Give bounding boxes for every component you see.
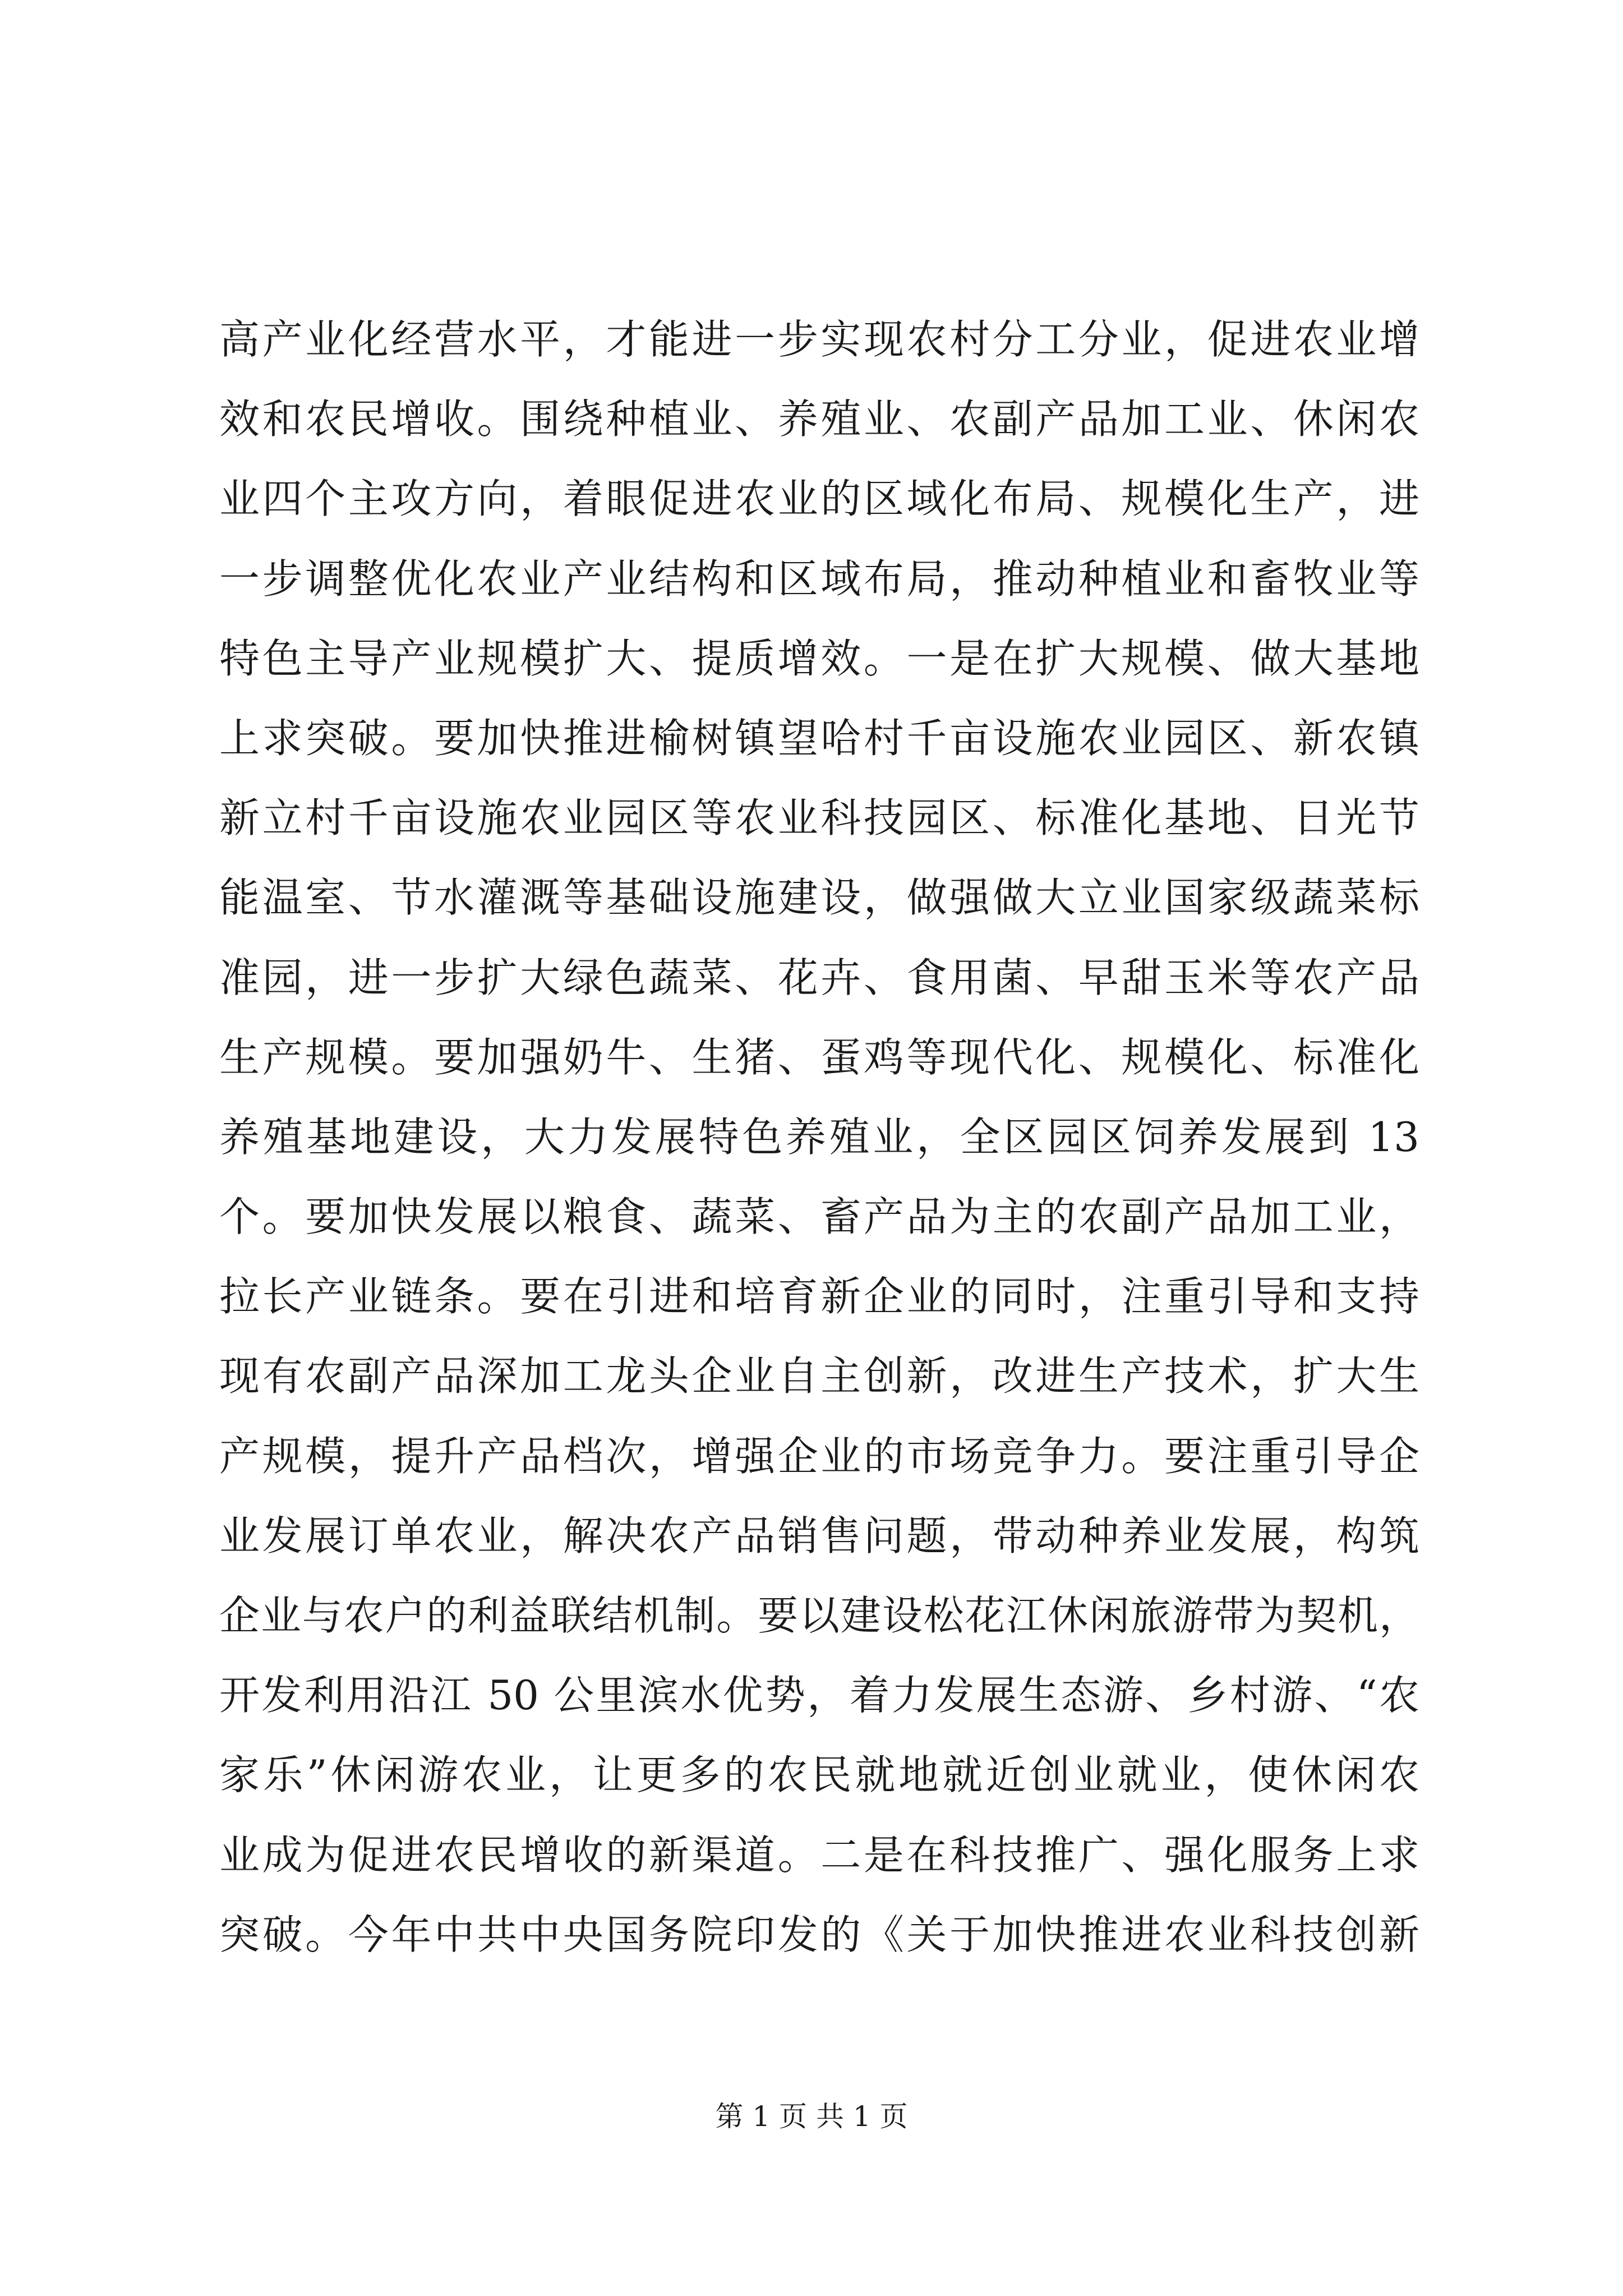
text-line: 能温室、节水灌溉等基础设施建设，做强做大立业国家级蔬菜标	[219, 874, 1419, 922]
text-line: 业四个主攻方向，着眼促进农业的区域化布局、规模化生产，进	[219, 475, 1419, 523]
text-line: 业成为促进农民增收的新渠道。二是在科技推广、强化服务上求	[219, 1831, 1419, 1879]
text-line: 现有农副产品深加工龙头企业自主创新，改进生产技术，扩大生	[219, 1352, 1419, 1400]
text-line: 准园，进一步扩大绿色蔬菜、花卉、食用菌、早甜玉米等农产品	[219, 954, 1419, 1001]
text-line: 上求突破。要加快推进榆树镇望哈村千亩设施农业园区、新农镇	[219, 714, 1419, 762]
body-text	[219, 300, 1419, 1975]
page-footer	[0, 2097, 1623, 2136]
text-line: 养殖基地建设，大力发展特色养殖业，全区园区饲养发展到 13	[219, 1113, 1419, 1161]
text-line: 开发利用沿江 50 公里滨水优势，着力发展生态游、乡村游、“农	[219, 1672, 1419, 1719]
text-line: 企业与农户的利益联结机制。要以建设松花江休闲旅游带为契机，	[219, 1592, 1419, 1639]
text-line: 业发展订单农业，解决农产品销售问题，带动种养业发展，构筑	[219, 1512, 1419, 1559]
text-line: 家乐”休闲游农业，让更多的农民就地就近创业就业，使休闲农	[219, 1751, 1419, 1799]
text-line: 突破。今年中共中央国务院印发的《关于加快推进农业科技创新	[219, 1911, 1419, 1958]
text-line: 特色主导产业规模扩大、提质增效。一是在扩大规模、做大基地	[219, 634, 1419, 682]
text-line: 拉长产业链条。要在引进和培育新企业的同时，注重引导和支持	[219, 1273, 1419, 1320]
text-line: 高产业化经营水平，才能进一步实现农村分工分业，促进农业增	[219, 316, 1419, 363]
text-line: 新立村千亩设施农业园区等农业科技园区、标准化基地、日光节	[219, 794, 1419, 842]
text-line: 效和农民增收。围绕种植业、养殖业、农副产品加工业、休闲农	[219, 395, 1419, 443]
text-line: 生产规模。要加强奶牛、生猪、蛋鸡等现代化、规模化、标准化	[219, 1033, 1419, 1081]
text-line: 产规模，提升产品档次，增强企业的市场竞争力。要注重引导企	[219, 1432, 1419, 1480]
text-line: 个。要加快发展以粮食、蔬菜、畜产品为主的农副产品加工业，	[219, 1193, 1419, 1241]
page-number-label: 第 1 页 共 1 页	[715, 2100, 908, 2133]
text-line: 一步调整优化农业产业结构和区域布局，推动种植业和畜牧业等	[219, 555, 1419, 602]
